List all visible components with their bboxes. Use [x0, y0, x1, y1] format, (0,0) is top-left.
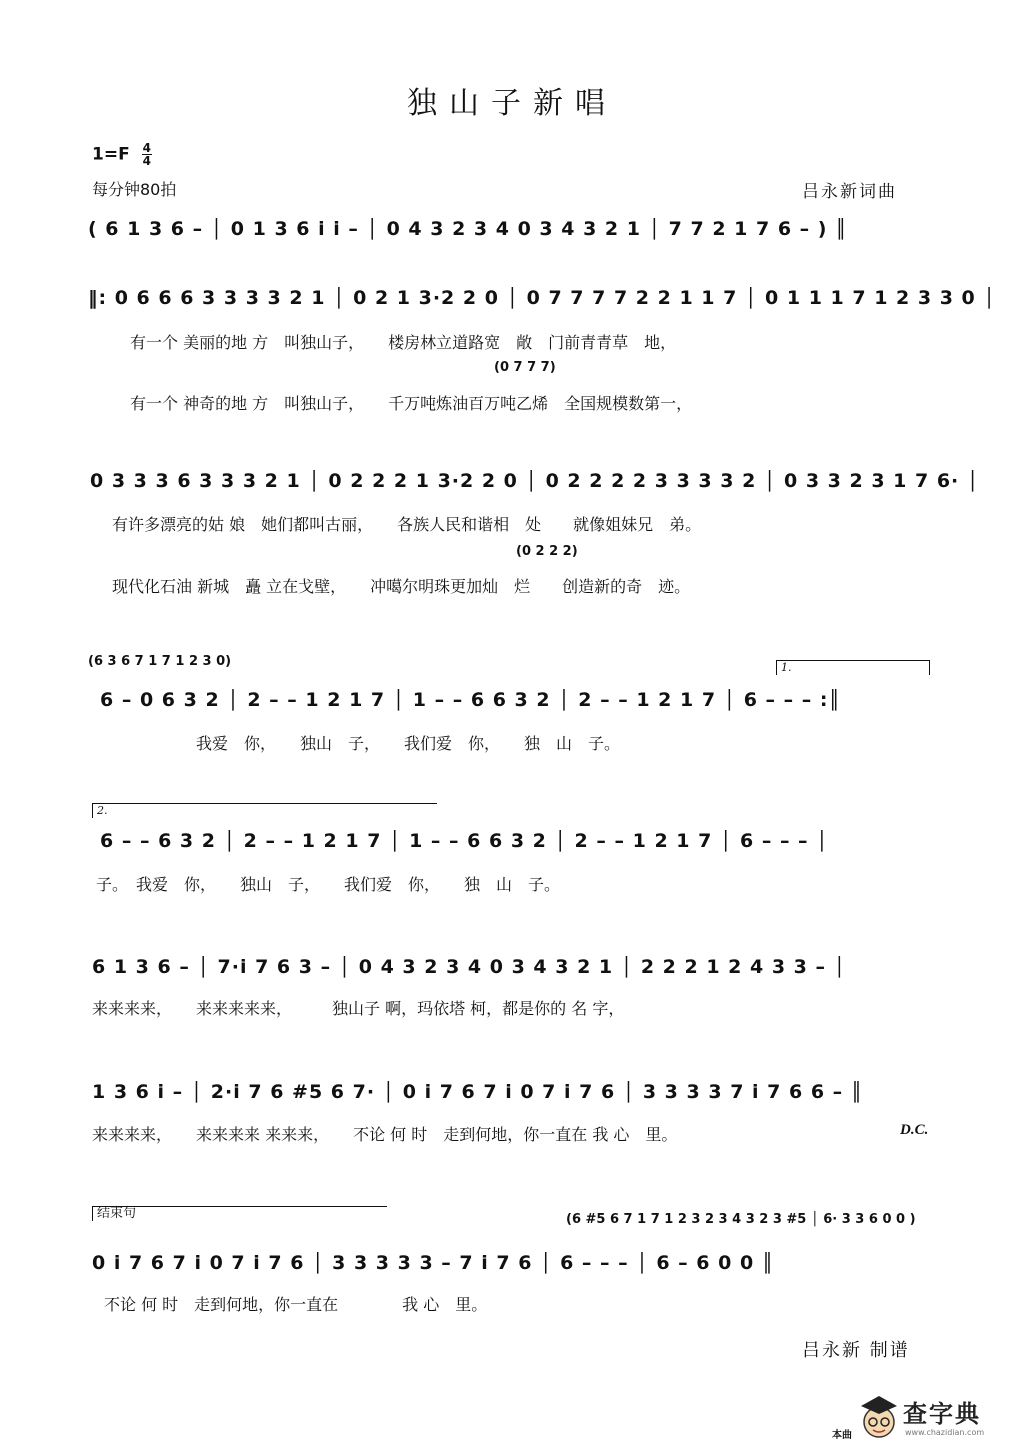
page-title: 独山子新唱 [407, 86, 617, 121]
alt-notes-4: (6 #5 6 7 1 7 1 2 3 2 3 4 3 2 3 #5 │ 6· 3 3 6 0 0 ) [566, 1212, 916, 1227]
notation-line-3: 0 3 3 3 6 3 3 3 2 1 │ 0 2 2 2 1 3·2 2 0 │ 0 2 2 2 2 3 3 3 3 2 │ 0 3 3 2 3 1 7 6· │ [90, 470, 980, 492]
graduate-mascot-icon [857, 1392, 901, 1442]
notation-line-5: 6 – – 6 3 2 │ 2 – – 1 2 1 7 │ 1 – – 6 6 3 2 │ 2 – – 1 2 1 7 │ 6 – – – │ [100, 830, 829, 852]
lyric-line-3b: 现代化石油 新城 矗 立在戈壁， 冲噶尔明珠更加灿 烂 创造新的奇 迹。 [112, 577, 691, 596]
dc-marking: D.C. [900, 1122, 929, 1138]
watermark-url: www.chazidian.com [905, 1428, 985, 1437]
alt-notes-1: (0 7 7 7) [494, 360, 556, 375]
first-ending-bracket: 1. [776, 660, 930, 675]
lyric-line-3a: 有许多漂亮的姑 娘 她们都叫古丽， 各族人民和谐相 处 就像姐妹兄 弟。 [112, 515, 702, 534]
lyric-line-5: 子。 我爱 你， 独山 子， 我们爱 你， 独 山 子。 [96, 875, 561, 894]
time-signature [142, 142, 152, 167]
ending-section-bracket [92, 1206, 387, 1221]
tempo-marking: 每分钟80拍 [92, 180, 177, 199]
watermark [832, 1388, 1024, 1447]
notation-line-1: ( 6 1 3 6 – │ 0 1 3 6 i i – │ 0 4 3 2 3 4 0 3 4 3 2 1 │ 7 7 2 1 7 6 – ) ║ [88, 218, 848, 240]
time-sig-numerator: 4 [142, 141, 151, 155]
notation-line-7: 1 3 6 i – │ 2·i 7 6 #5 6 7· │ 0 i 7 6 7 i 0 7 i 7 6 │ 3 3 3 3 7 i 7 6 6 – ║ [92, 1081, 864, 1103]
notation-line-2: ‖: 0 6 6 6 3 3 3 3 2 1 │ 0 2 1 3·2 2 0 │ 0 7 7 7 7 2 2 1 1 7 │ 0 1 1 1 7 1 2 3 3 0 │ [88, 287, 996, 309]
lyric-line-6: 来来来来， 来来来来来， 独山子 啊，玛依塔 柯，都是你的 名 字， [92, 999, 625, 1018]
watermark-text: 查字典 [903, 1400, 981, 1428]
author-credit: 吕永新词曲 [802, 182, 897, 202]
alt-notes-3: (6 3 6 7 1 7 1 2 3 0) [88, 654, 232, 669]
lyric-line-4: 我爱 你， 独山 子， 我们爱 你， 独 山 子。 [196, 734, 621, 753]
notation-line-8: 0 i 7 6 7 i 0 7 i 7 6 │ 3 3 3 3 3 – 7 i 7 6 │ 6 – – – │ 6 – 6 0 0 ║ [92, 1252, 775, 1274]
watermark-side-text: 本曲 [832, 1430, 852, 1441]
time-sig-denominator: 4 [142, 154, 151, 168]
ending-label: 结束句 [97, 1206, 137, 1221]
second-ending-bracket: 2. [92, 803, 437, 818]
key-label: 1=F [92, 144, 130, 165]
lyric-line-2b: 有一个 神奇的地 方 叫独山子， 千万吨炼油百万吨乙烯 全国规模数第一， [130, 394, 693, 413]
transcriber-credit: 吕永新 制谱 [802, 1340, 910, 1361]
notation-line-6: 6 1 3 6 – │ 7·i 7 6 3 – │ 0 4 3 2 3 4 0 3 4 3 2 1 │ 2 2 2 1 2 4 3 3 – │ [92, 956, 847, 978]
notation-line-4: 6 – 0 6 3 2 │ 2 – – 1 2 1 7 │ 1 – – 6 6 3 2 │ 2 – – 1 2 1 7 │ 6 – – – :║ [100, 689, 841, 711]
lyric-line-2a: 有一个 美丽的地 方 叫独山子， 楼房林立道路宽 敞 门前青青草 地， [130, 333, 677, 352]
lyric-line-8: 不论 何 时 走到何地，你一直在 我 心 里。 [104, 1295, 488, 1314]
alt-notes-2: (0 2 2 2) [516, 544, 578, 559]
key-signature [92, 142, 152, 167]
lyric-line-7: 来来来来， 来来来来 来来来， 不论 何 时 走到何地，你一直在 我 心 里。 [92, 1125, 678, 1144]
